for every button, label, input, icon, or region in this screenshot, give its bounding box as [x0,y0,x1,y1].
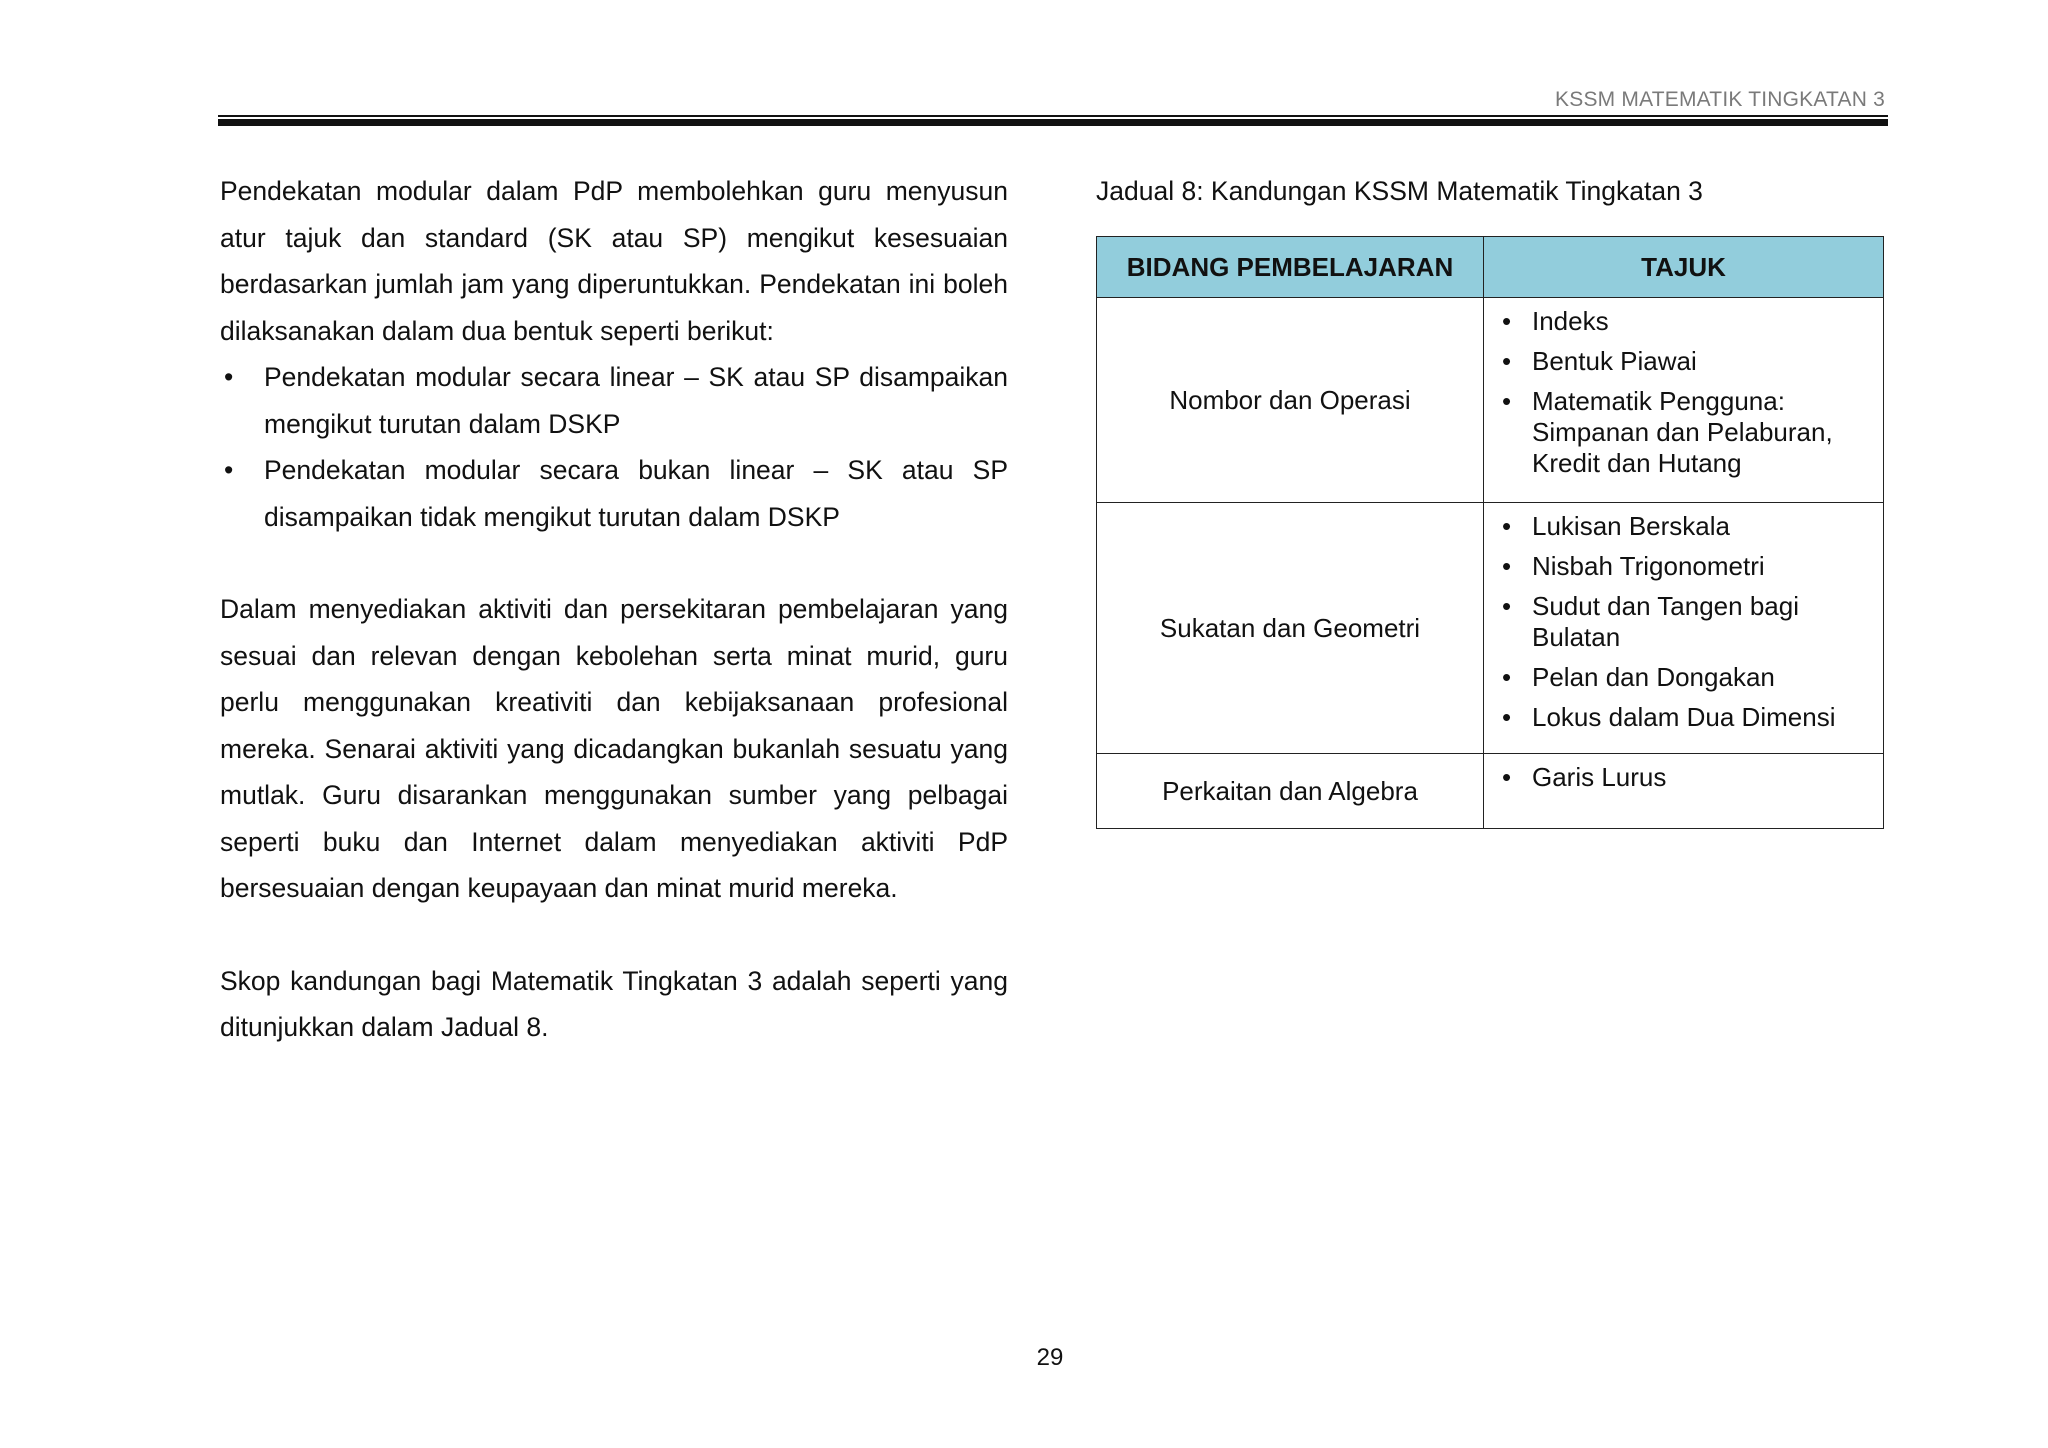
topic-text: Garis Lurus [1532,762,1667,792]
topic-text: Indeks [1532,306,1609,336]
bullet-icon: • [224,455,234,485]
area-cell: Nombor dan Operasi [1097,298,1484,503]
bullet-icon: • [1502,591,1512,621]
bullet-text: Pendekatan modular secara linear – SK atau SP disampaikan mengikut turutan dalam DSKP [264,362,1008,439]
right-column [1096,168,1886,829]
list-item [1498,551,1869,582]
bullet-icon: • [1502,346,1512,376]
bullet-icon: • [1502,511,1512,541]
table-caption: Jadual 8: Kandungan KSSM Matematik Tingkatan 3 [1096,176,1703,206]
bullet-text: Pendekatan modular secara bukan linear – SK atau SP disampaikan tidak mengikut turutan dalam DSKP [264,455,1008,532]
topic-text: Lukisan Berskala [1532,511,1730,541]
topic-list [1498,511,1869,733]
table-header-row [1097,237,1884,298]
header-rule-thick [218,119,1888,126]
topic-text: Lokus dalam Dua Dimensi [1532,702,1836,732]
topic-text: Nisbah Trigonometri [1532,551,1765,581]
column-header-bidang: BIDANG PEMBELAJARAN [1097,237,1484,298]
topic-text: Sudut dan Tangen bagi Bulatan [1532,591,1799,652]
list-item [1498,511,1869,542]
topics-cell [1484,754,1884,829]
list-item [1498,306,1869,337]
column-header-tajuk: TAJUK [1484,237,1884,298]
content-table [1096,236,1884,829]
list-item [1498,346,1869,377]
topics-cell [1484,298,1884,503]
list-item [1498,386,1869,479]
table-row [1097,503,1884,754]
page-number: 29 [1036,1344,1064,1371]
topic-list [1498,762,1869,793]
bullet-item [220,447,1008,540]
table-row [1097,754,1884,829]
header-rule-thin [218,115,1888,117]
topic-list [1498,306,1869,479]
bullet-icon: • [1502,386,1512,416]
area-cell: Sukatan dan Geometri [1097,503,1484,754]
list-item [1498,591,1869,653]
bullet-icon: • [1502,551,1512,581]
area-cell: Perkaitan dan Algebra [1097,754,1484,829]
bullet-icon: • [1502,662,1512,692]
table-row [1097,298,1884,503]
list-item [1498,662,1869,693]
bullet-icon: • [1502,762,1512,792]
bullet-icon: • [224,362,234,392]
approach-bullet-list [220,354,1008,540]
left-column [220,168,1008,1051]
list-item [1498,702,1869,733]
topics-cell [1484,503,1884,754]
bullet-icon: • [1502,306,1512,336]
bullet-icon: • [1502,702,1512,732]
paragraph-content-scope: Skop kandungan bagi Matematik Tingkatan 3 adalah seperti yang ditunjukkan dalam Jadual 8. [220,965,1008,1042]
list-item [1498,762,1869,793]
running-header: KSSM MATEMATIK TINGKATAN 3 [1555,88,1885,111]
topic-text: Bentuk Piawai [1532,346,1697,376]
topic-text: Matematik Pengguna: Simpanan dan Pelaburan, Kredit dan Hutang [1532,386,1833,478]
bullet-item [220,354,1008,447]
paragraph-modular-approach: Pendekatan modular dalam PdP membolehkan guru menyusun atur tajuk dan standard (SK atau SP) mengikut kesesuaian berdasarkan jumlah jam yang diperuntukkan. Pendekatan ini boleh dilaksanakan dalam dua bentuk seperti berikut: [220,176,1008,346]
topic-text: Pelan dan Dongakan [1532,662,1775,692]
paragraph-activities: Dalam menyediakan aktiviti dan persekitaran pembelajaran yang sesuai dan relevan dengan kebolehan serta minat murid, guru perlu menggunakan kreativiti dan kebijaksanaan profesional mereka. Senarai aktiviti yang dicadangkan bukanlah sesuatu yang mutlak. Guru disarankan menggunakan sumber yang pelbagai seperti buku dan Internet dalam menyediakan aktiviti PdP bersesuaian dengan keupayaan dan minat murid mereka. [220,594,1008,903]
